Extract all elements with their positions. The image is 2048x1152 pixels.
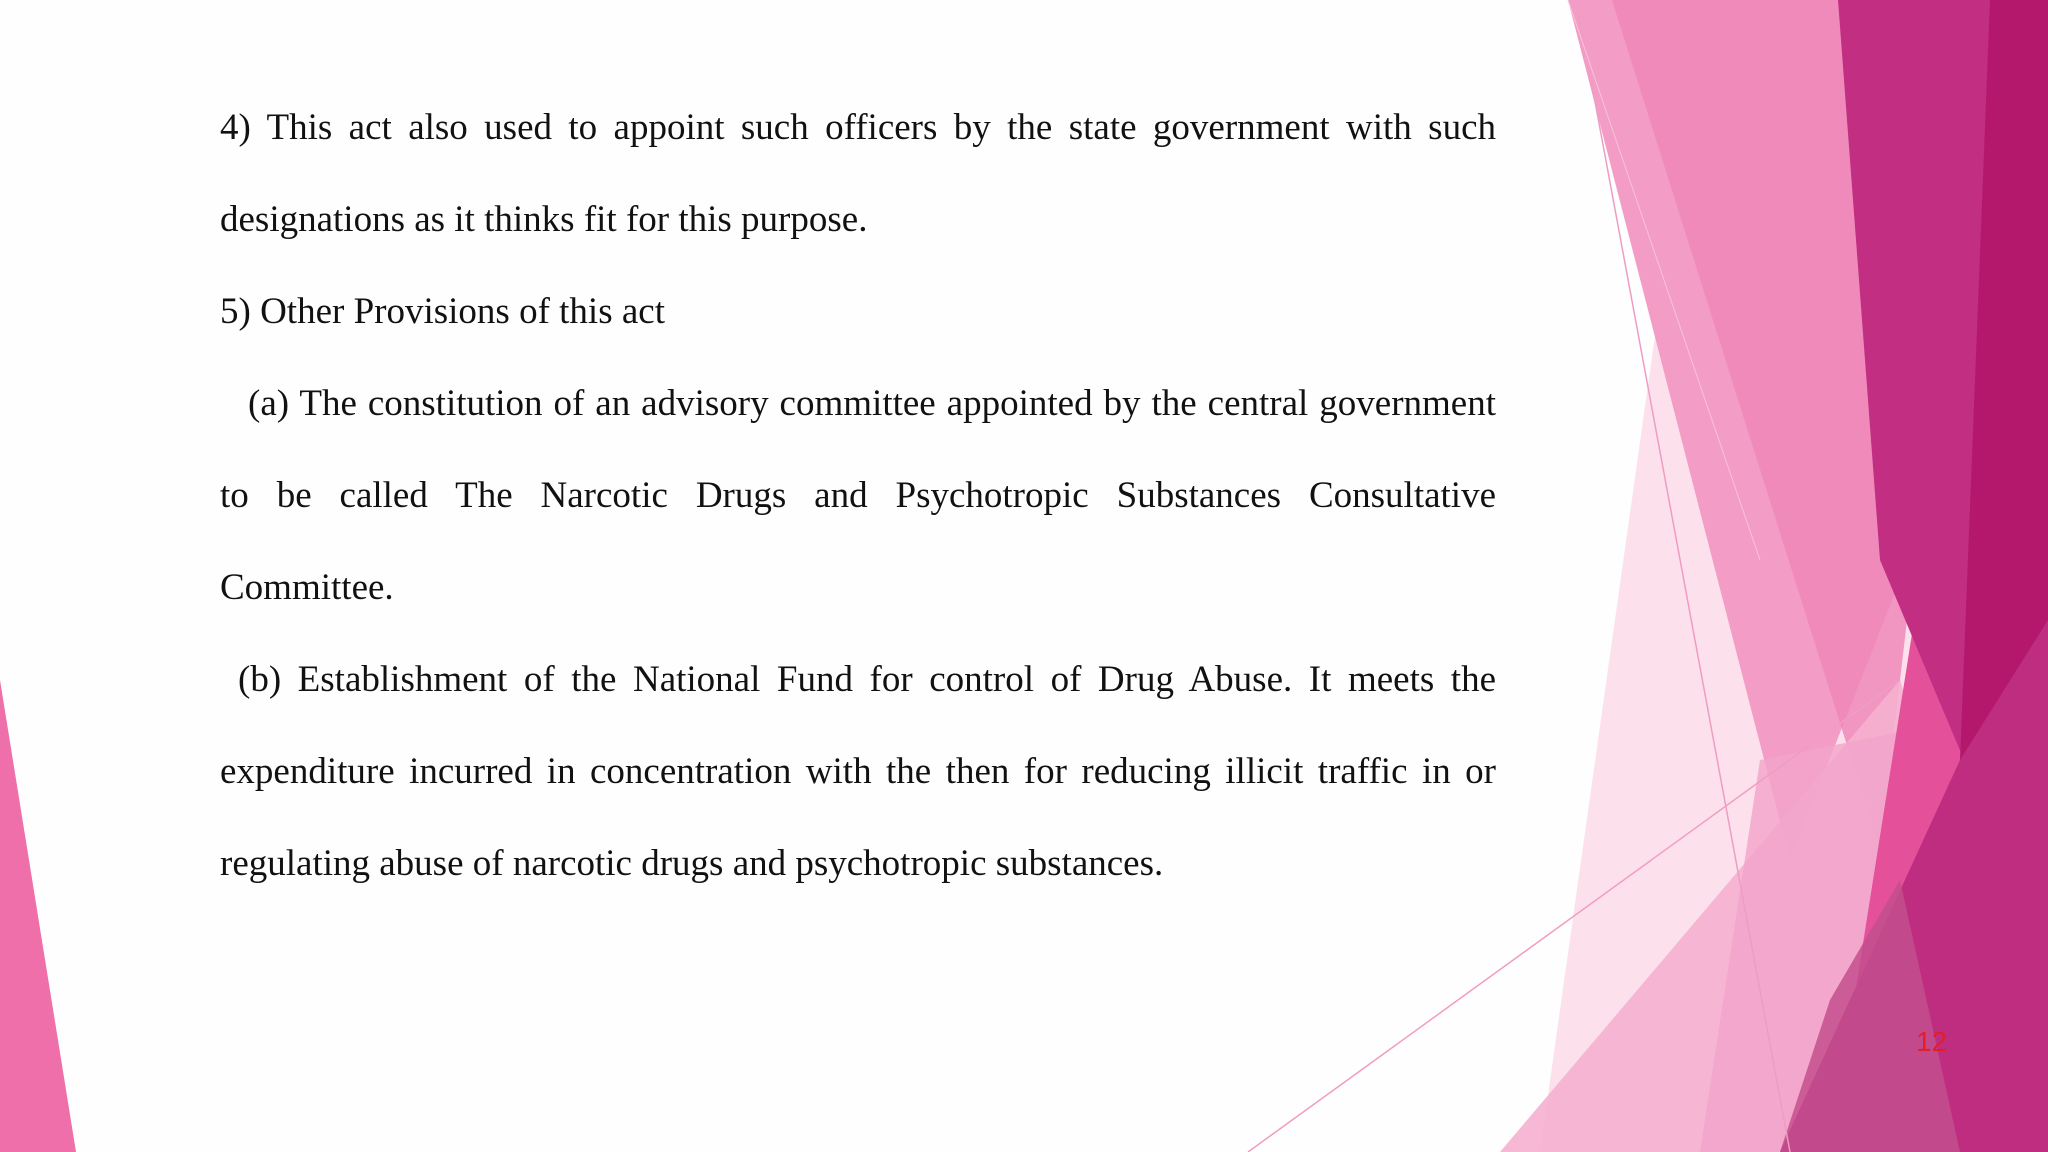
paragraph-4: 4) This act also used to appoint such officers by the state government with such designations as it thinks fit for this purpose. <box>220 107 1496 240</box>
paragraph-5b: (b) Establishment of the National Fund for control of Drug Abuse. It meets the expenditure incurred in concentration with the then for reducing illicit traffic in or regulating abuse of narcotic drugs and psychotropic substances. <box>220 659 1496 884</box>
paragraph-5a: (a) The constitution of an advisory committee appointed by the central government to be called The Narcotic Drugs and Psychotropic Substances Consultative Committee. <box>220 383 1496 608</box>
paragraph-5-heading: 5) Other Provisions of this act <box>220 291 665 332</box>
slide-body <box>220 82 1496 910</box>
slide-page-number: 12 <box>1916 1026 1948 1057</box>
left-pink-sliver <box>0 680 76 1152</box>
